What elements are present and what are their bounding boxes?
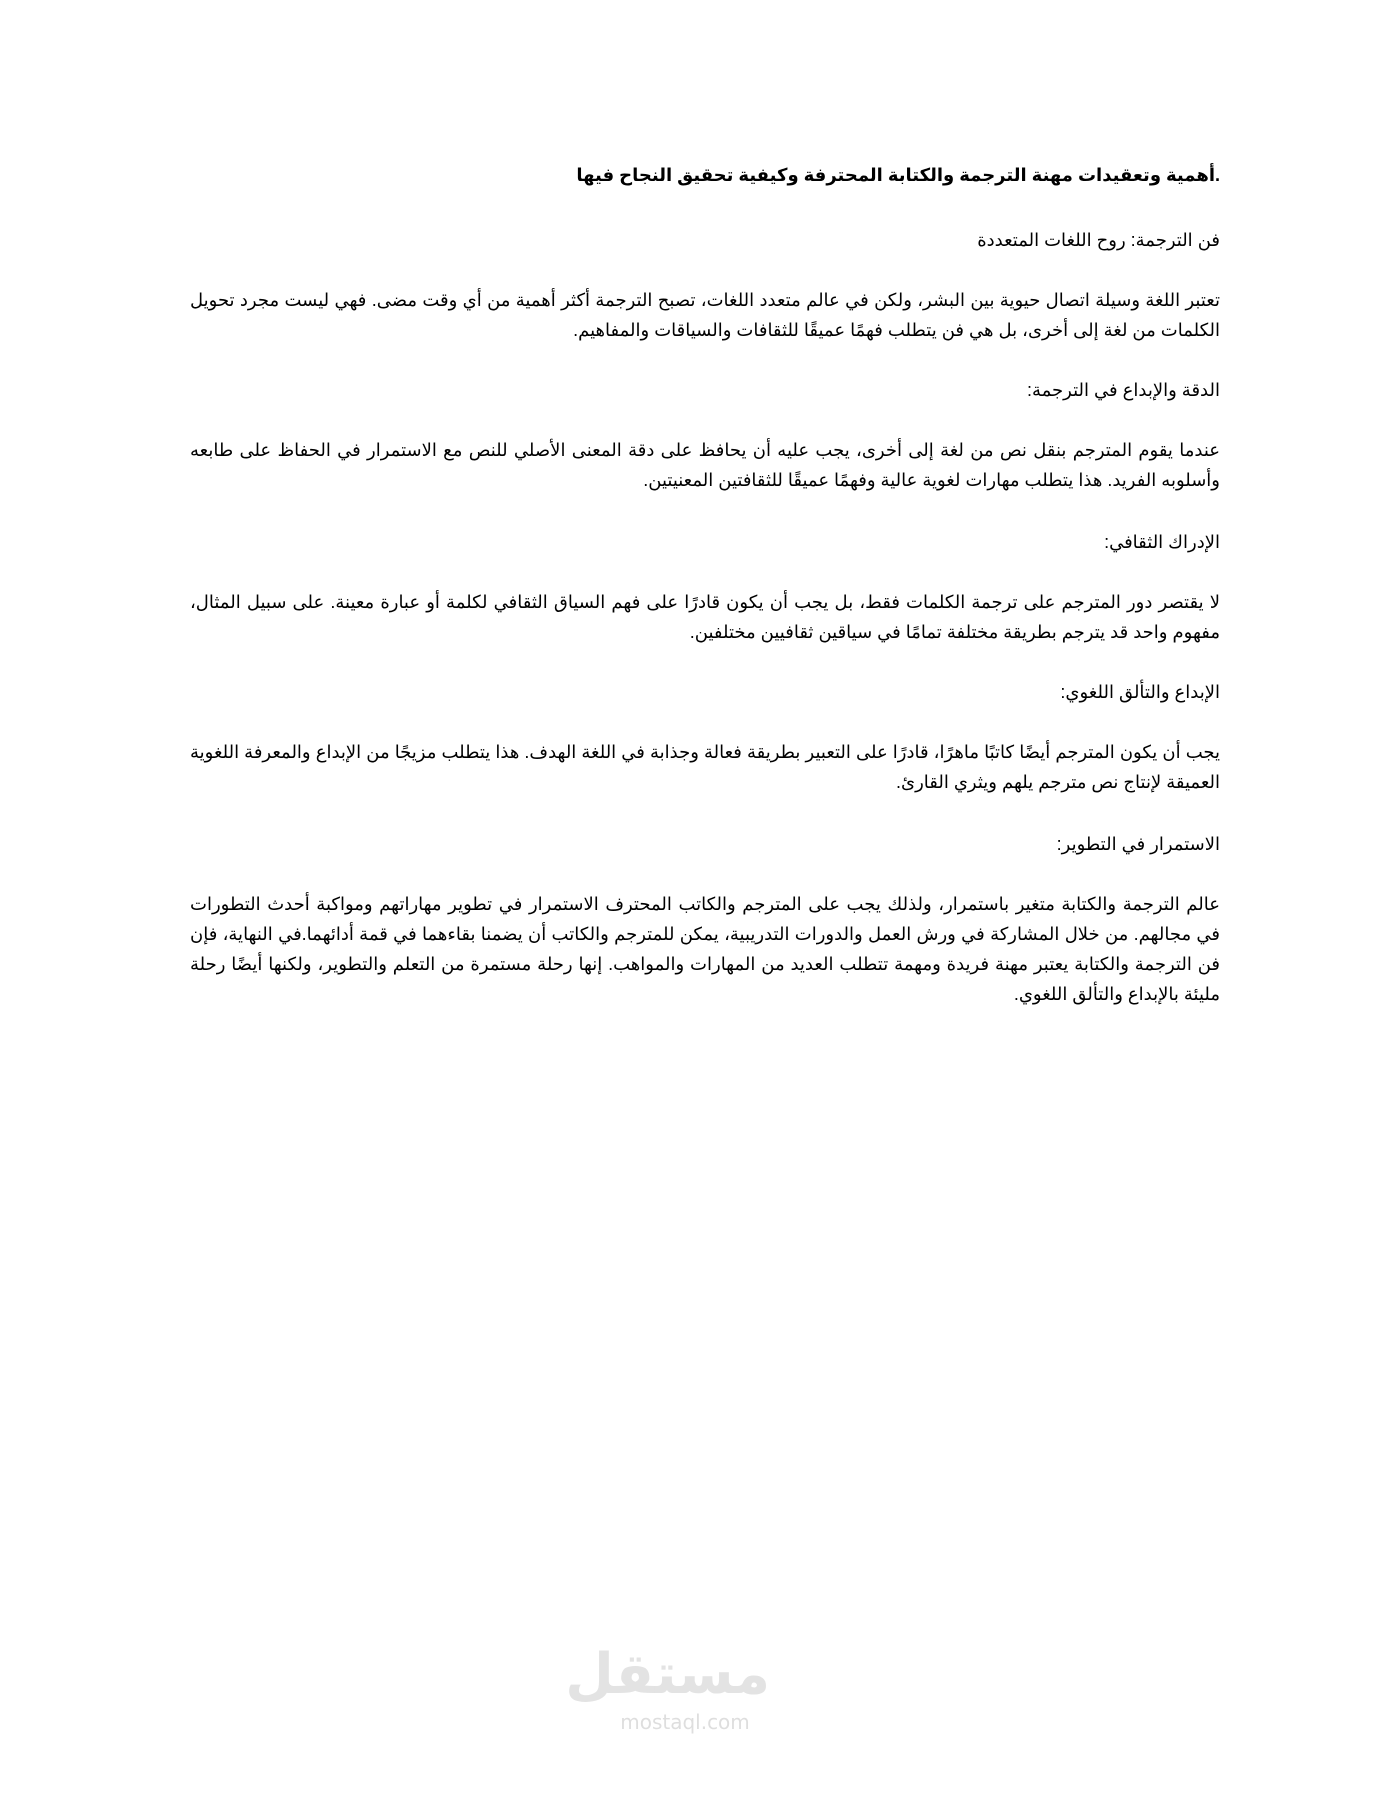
section-body-cultural-awareness: لا يقتصر دور المترجم على ترجمة الكلمات فقط، بل يجب أن يكون قادرًا على فهم السياق الثقافي لكلمة أو عبارة معينة. على سبيل المثال، مفهوم واحد قد يترجم بطريقة مختلفة تمامًا في سياقين ثقافيين مختلفين. (190, 592, 1220, 642)
mostaql-watermark (565, 1640, 770, 1760)
section-body-translation-art: تعتبر اللغة وسيلة اتصال حيوية بين البشر، ولكن في عالم متعدد اللغات، تصبح الترجمة أكثر أهمية من أي وقت مضى. فهي ليست مجرد تحويل الكلمات من لغة إلى أخرى، بل هي فن يتطلب فهمًا عميقًا للثقافات والسياقات والمفاهيم. (190, 290, 1220, 340)
document-page (190, 0, 1220, 1797)
section-body-linguistic-brilliance: يجب أن يكون المترجم أيضًا كاتبًا ماهرًا، قادرًا على التعبير بطريقة فعالة وجذابة في اللغة الهدف. هذا يتطلب مزيجًا من الإبداع والمعرفة اللغوية العميقة لإنتاج نص مترجم يلهم ويثري القارئ. (190, 742, 1220, 792)
document-title: .أهمية وتعقيدات مهنة الترجمة والكتابة المحترفة وكيفية تحقيق النجاح فيها (576, 165, 1220, 185)
section-body-accuracy-creativity: عندما يقوم المترجم بنقل نص من لغة إلى أخرى، يجب عليه أن يحافظ على دقة المعنى الأصلي للنص مع الاستمرار في الحفاظ على طابعه وأسلوبه الفريد. هذا يتطلب مهارات لغوية عالية وفهمًا عميقًا للثقافتين المعنيتين. (190, 440, 1220, 490)
section-heading-continuous-development: الاستمرار في التطوير: (1056, 834, 1220, 854)
section-heading-accuracy-creativity: الدقة والإبداع في الترجمة: (1027, 380, 1220, 400)
watermark-url: mostaql.com (620, 1710, 750, 1734)
section-heading-cultural-awareness: الإدراك الثقافي: (1104, 532, 1220, 552)
section-heading-linguistic-brilliance: الإبداع والتألق اللغوي: (1060, 682, 1220, 702)
watermark-logo: مستقل (565, 1642, 770, 1707)
section-body-continuous-development: عالم الترجمة والكتابة متغير باستمرار، ولذلك يجب على المترجم والكاتب المحترف الاستمرار في تطوير مهاراتهم ومواكبة أحدث التطورات في مجالهم. من خلال المشاركة في ورش العمل والدورات التدريبية، يمكن للمترجم والكاتب أن يضمنا بقاءهما في قمة أدائهما.في النهاية، فإن فن الترجمة والكتابة يعتبر مهنة فريدة ومهمة تتطلب العديد من المهارات والمواهب. إنها رحلة مستمرة من التعلم والتطوير، ولكنها أيضًا رحلة مليئة بالإبداع والتألق اللغوي. (190, 894, 1220, 1004)
section-heading-translation-art: فن الترجمة: روح اللغات المتعددة (977, 230, 1220, 250)
